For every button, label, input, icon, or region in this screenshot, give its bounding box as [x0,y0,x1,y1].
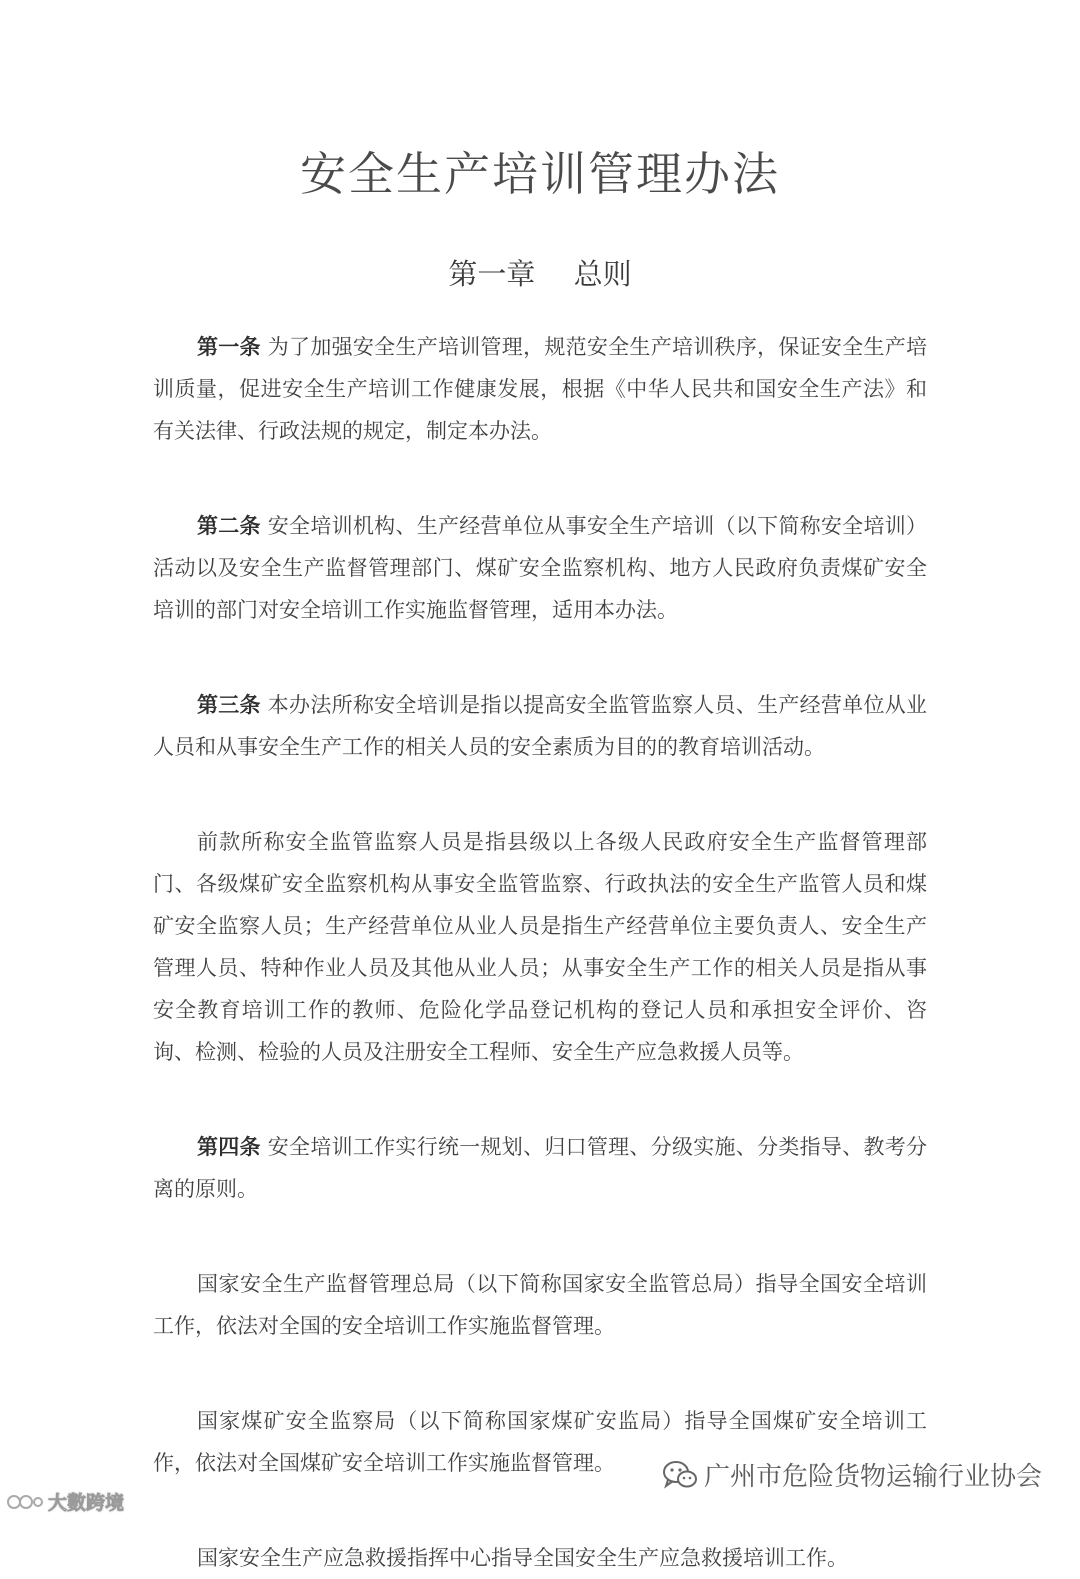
source-watermark [662,1456,1042,1493]
article-paragraph [153,1126,927,1210]
article-text: 安全培训工作实行统一规划、归口管理、分级实施、分类指导、教考分离的原则。 [153,1135,927,1201]
article-label: 第四条 [197,1134,261,1159]
article-label: 第二条 [197,513,261,538]
article-text: 国家煤矿安全监察局（以下简称国家煤矿安监局）指导全国煤矿安全培训工作，依法对全国煤矿安全培训工作实施监督管理。 [153,1409,927,1475]
document-body [153,326,927,1579]
article-paragraph [153,326,927,452]
article-text: 国家安全生产监督管理总局（以下简称国家安全监管总局）指导全国安全培训工作，依法对全国的安全培训工作实施监督管理。 [153,1272,927,1338]
document-title: 安全生产培训管理办法 [300,147,780,201]
article-text: 本办法所称安全培训是指以提高安全监管监察人员、生产经营单位从业人员和从事安全生产工作的相关人员的安全素质为目的的教育培训活动。 [153,693,927,759]
chapter-heading: 第一章 总则 [448,257,632,291]
article-paragraph [153,1263,927,1347]
article-text: 前款所称安全监管监察人员是指县级以上各级人民政府安全生产监督管理部门、各级煤矿安全监察机构从事安全监管监察、行政执法的安全生产监管人员和煤矿安全监察人员；生产经营单位从业人员是指生产经营单位主要负责人、安全生产管理人员、特种作业人员及其他从业人员；从事安全生产工作的相关人员是指从事安全教育培训工作的教师、危险化学品登记机构的登记人员和承担安全评价、咨询、检测、检验的人员及注册安全工程师、安全生产应急救援人员等。 [153,830,927,1064]
wechat-icon [662,1460,698,1490]
logo-text: 大數跨境 [48,1492,125,1514]
article-text: 安全培训机构、生产经营单位从事安全生产培训（以下简称安全培训）活动以及安全生产监督管理部门、煤矿安全监察机构、地方人民政府负责煤矿安全培训的部门对安全培训工作实施监督管理，适用本办法。 [153,514,927,622]
article-text: 国家安全生产应急救援指挥中心指导全国安全生产应急救援培训工作。 [197,1546,848,1570]
article-paragraph [153,505,927,631]
article-paragraph [153,1537,927,1579]
dashu-logo-icon [6,1490,44,1514]
article-paragraph [153,821,927,1073]
article-paragraph [153,684,927,768]
article-label: 第一条 [197,334,261,359]
article-text: 为了加强安全生产培训管理，规范安全生产培训秩序，保证安全生产培训质量，促进安全生产培训工作健康发展，根据《中华人民共和国安全生产法》和有关法律、行政法规的规定，制定本办法。 [153,335,927,443]
article-label: 第三条 [197,692,261,717]
watermark-source-text: 广州市危险货物运输行业协会 [704,1462,1043,1492]
dashu-logo [6,1488,124,1515]
